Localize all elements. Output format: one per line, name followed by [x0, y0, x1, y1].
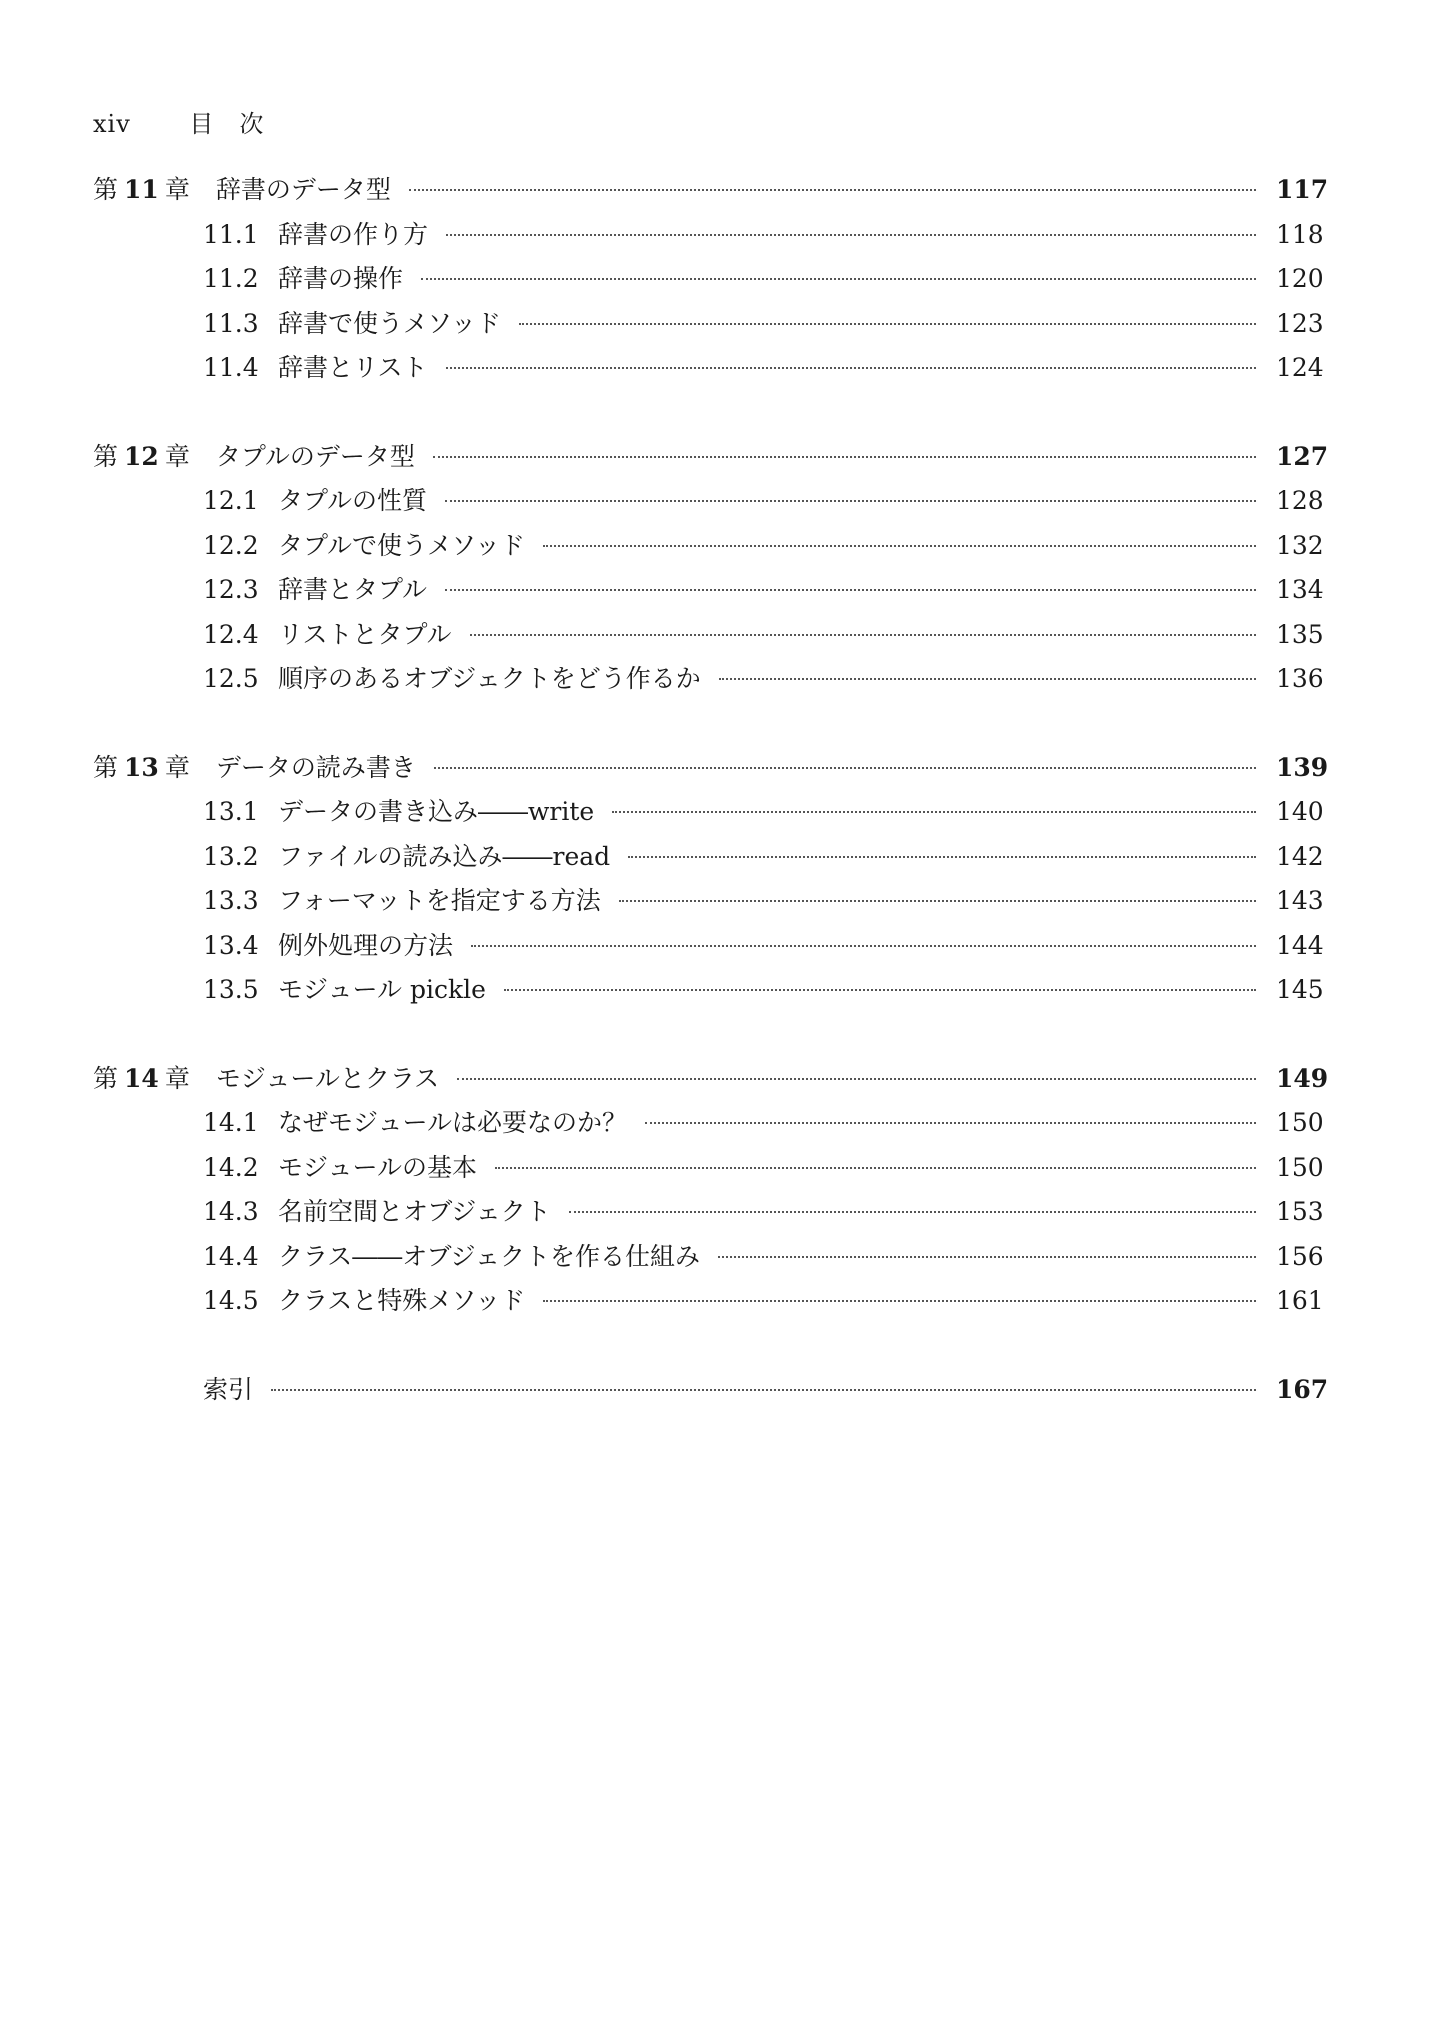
- toc-section-entry[interactable]: [93, 259, 1324, 304]
- section-label: [93, 1103, 627, 1139]
- section-title: 辞書とリスト: [278, 353, 428, 382]
- section-label: [93, 837, 610, 873]
- section-label: [93, 526, 525, 562]
- section-title: クラス――オブジェクトを作る仕組み: [278, 1241, 701, 1271]
- toc-chapter-entry[interactable]: [93, 437, 1329, 482]
- section-page-number: 143: [1276, 886, 1324, 915]
- section-number: 12.4: [203, 619, 259, 649]
- section-label: [93, 1192, 551, 1228]
- section-page-number: 123: [1276, 308, 1324, 338]
- section-number: 12.1: [203, 486, 259, 515]
- dot-leader: [495, 1167, 1256, 1169]
- section-title: モジュール pickle: [278, 975, 486, 1004]
- section-number: 14.4: [203, 1241, 259, 1271]
- section-number: 11.2: [203, 264, 259, 293]
- toc-section-entry[interactable]: [93, 926, 1324, 971]
- dot-leader: [433, 456, 1256, 458]
- section-title: リストとタプル: [278, 619, 452, 649]
- chapter-label: [93, 748, 416, 784]
- section-label: [93, 215, 428, 251]
- section-number: 12.5: [203, 664, 259, 693]
- section-number: 11.1: [203, 219, 259, 249]
- chapter-page-number: 149: [1276, 1063, 1329, 1093]
- toc-chapter-entry[interactable]: [93, 170, 1329, 215]
- section-number: 14.3: [203, 1197, 259, 1226]
- page-folio: xiv: [93, 110, 131, 138]
- dot-leader: [543, 545, 1256, 547]
- section-title: モジュールの基本: [278, 1152, 478, 1182]
- chapter-prefix: 第: [93, 441, 119, 471]
- toc-section-entry[interactable]: [93, 615, 1324, 660]
- dot-leader: [470, 634, 1256, 636]
- dot-leader: [569, 1211, 1256, 1213]
- running-header: [93, 104, 264, 139]
- section-label: [93, 926, 453, 962]
- dot-leader: [519, 323, 1256, 325]
- section-number: 13.2: [203, 841, 259, 871]
- section-page-number: 124: [1276, 353, 1324, 382]
- section-label: [93, 481, 427, 517]
- section-number: 13.1: [203, 797, 259, 826]
- section-title: タプルの性質: [278, 486, 428, 515]
- section-page-number: 134: [1276, 575, 1324, 604]
- toc-section-entry[interactable]: [93, 348, 1324, 393]
- section-label: [93, 792, 594, 828]
- section-title: なぜモジュールは必要なのか？: [278, 1108, 628, 1137]
- section-label: [93, 259, 403, 295]
- chapter-prefix: 第: [93, 175, 119, 204]
- dot-leader: [409, 189, 1256, 191]
- section-number: 14.2: [203, 1152, 259, 1182]
- dot-leader: [271, 1389, 1256, 1391]
- section-title: 順序のあるオブジェクトをどう作るか: [278, 664, 701, 693]
- chapter-prefix: 第: [93, 752, 119, 782]
- toc-section-entry[interactable]: [93, 1281, 1324, 1326]
- section-page-number: 120: [1276, 264, 1324, 293]
- toc-section-entry[interactable]: [93, 304, 1324, 349]
- toc-section-entry[interactable]: [93, 837, 1324, 882]
- section-page-number: 118: [1276, 219, 1324, 249]
- section-page-number: 128: [1276, 486, 1324, 515]
- chapter-label: [93, 437, 415, 473]
- section-page-number: 132: [1276, 530, 1324, 560]
- section-number: 13.5: [203, 975, 259, 1004]
- section-title: 辞書の作り方: [278, 219, 429, 249]
- section-number: 14.1: [203, 1108, 259, 1137]
- chapter-title: 辞書のデータ型: [215, 175, 391, 204]
- section-number: 11.3: [203, 308, 259, 338]
- section-page-number: 156: [1276, 1241, 1324, 1271]
- dot-leader: [612, 811, 1256, 813]
- section-page-number: 150: [1276, 1152, 1324, 1182]
- chapter-label: [93, 170, 391, 206]
- toc-section-entry[interactable]: [93, 881, 1324, 926]
- dot-leader: [504, 989, 1256, 991]
- toc-section-entry[interactable]: [93, 1148, 1324, 1193]
- chapter-number: 11: [124, 175, 159, 204]
- section-page-number: 135: [1276, 619, 1324, 649]
- section-number: 12.2: [203, 530, 259, 560]
- toc-section-entry[interactable]: [93, 792, 1324, 837]
- dot-leader: [619, 900, 1256, 902]
- dot-leader: [718, 1256, 1256, 1258]
- section-title: ファイルの読み込み――read: [278, 841, 611, 871]
- section-page-number: 153: [1276, 1197, 1324, 1226]
- section-number: 14.5: [203, 1286, 259, 1315]
- chapter-gap: [93, 1015, 1318, 1059]
- chapter-gap: [93, 1326, 1318, 1370]
- toc-section-entry[interactable]: [93, 1103, 1324, 1148]
- running-title: 目 次: [189, 110, 265, 138]
- dot-leader: [471, 945, 1256, 947]
- toc-section-entry[interactable]: [93, 481, 1324, 526]
- dot-leader: [445, 589, 1256, 591]
- chapter-gap: [93, 393, 1318, 437]
- section-page-number: 144: [1276, 930, 1324, 960]
- section-title: タプルで使うメソッド: [278, 530, 526, 560]
- chapter-label: [93, 1059, 439, 1095]
- chapter-title: タプルのデータ型: [215, 441, 415, 471]
- chapter-page-number: 117: [1276, 175, 1329, 204]
- section-number: 12.3: [203, 575, 259, 604]
- section-page-number: 142: [1276, 841, 1324, 871]
- section-page-number: 140: [1276, 797, 1324, 826]
- dot-leader: [645, 1122, 1256, 1124]
- index-title: 索引: [203, 1374, 254, 1404]
- dot-leader: [457, 1078, 1256, 1080]
- chapter-suffix: 章: [164, 441, 190, 471]
- section-label: [93, 304, 501, 340]
- table-of-contents: [93, 170, 1329, 1414]
- toc-section-entry[interactable]: [93, 1192, 1324, 1237]
- section-label: [93, 1237, 700, 1273]
- dot-leader: [445, 500, 1256, 502]
- chapter-number: 13: [124, 752, 159, 782]
- chapter-number: 12: [124, 441, 159, 471]
- section-label: [93, 1148, 477, 1184]
- section-page-number: 161: [1276, 1286, 1324, 1315]
- section-title: フォーマットを指定する方法: [278, 886, 601, 915]
- section-title: クラスと特殊メソッド: [278, 1286, 526, 1315]
- section-label: [93, 570, 427, 606]
- index-label: [93, 1370, 253, 1406]
- section-title: 辞書とタプル: [278, 575, 428, 604]
- section-label: [93, 970, 486, 1006]
- section-title: 辞書で使うメソッド: [278, 308, 502, 338]
- section-title: 名前空間とオブジェクト: [278, 1197, 551, 1226]
- chapter-page-number: 127: [1276, 441, 1329, 471]
- chapter-page-number: 139: [1276, 752, 1329, 782]
- dot-leader: [421, 278, 1256, 280]
- chapter-prefix: 第: [93, 1063, 119, 1093]
- chapter-suffix: 章: [164, 175, 190, 204]
- section-label: [93, 1281, 525, 1317]
- dot-leader: [434, 767, 1256, 769]
- section-page-number: 145: [1276, 975, 1324, 1004]
- section-number: 11.4: [203, 353, 259, 382]
- chapter-gap: [93, 704, 1318, 748]
- section-title: 例外処理の方法: [278, 930, 454, 960]
- section-number: 13.4: [203, 930, 259, 960]
- chapter-suffix: 章: [164, 752, 190, 782]
- toc-section-entry[interactable]: [93, 215, 1324, 260]
- section-page-number: 150: [1276, 1108, 1324, 1137]
- chapter-title: モジュールとクラス: [215, 1063, 440, 1093]
- toc-section-entry[interactable]: [93, 970, 1324, 1015]
- index-page-number: 167: [1276, 1374, 1329, 1404]
- chapter-title: データの読み書き: [215, 752, 416, 782]
- dot-leader: [628, 856, 1256, 858]
- dot-leader: [543, 1300, 1256, 1302]
- section-title: 辞書の操作: [278, 264, 404, 293]
- section-label: [93, 659, 701, 695]
- dot-leader: [446, 367, 1256, 369]
- dot-leader: [446, 234, 1256, 236]
- chapter-suffix: 章: [164, 1063, 190, 1093]
- toc-section-entry[interactable]: [93, 570, 1324, 615]
- section-page-number: 136: [1276, 664, 1324, 693]
- dot-leader: [719, 678, 1256, 680]
- section-label: [93, 881, 601, 917]
- toc-chapter-entry[interactable]: [93, 1059, 1329, 1104]
- toc-section-entry[interactable]: [93, 526, 1324, 571]
- chapter-number: 14: [124, 1063, 159, 1093]
- section-title: データの書き込み――write: [278, 797, 595, 826]
- toc-section-entry[interactable]: [93, 659, 1324, 704]
- toc-index-entry[interactable]: [93, 1370, 1329, 1415]
- section-label: [93, 348, 428, 384]
- section-number: 13.3: [203, 886, 259, 915]
- toc-section-entry[interactable]: [93, 1237, 1324, 1282]
- section-label: [93, 615, 452, 651]
- toc-chapter-entry[interactable]: [93, 748, 1329, 793]
